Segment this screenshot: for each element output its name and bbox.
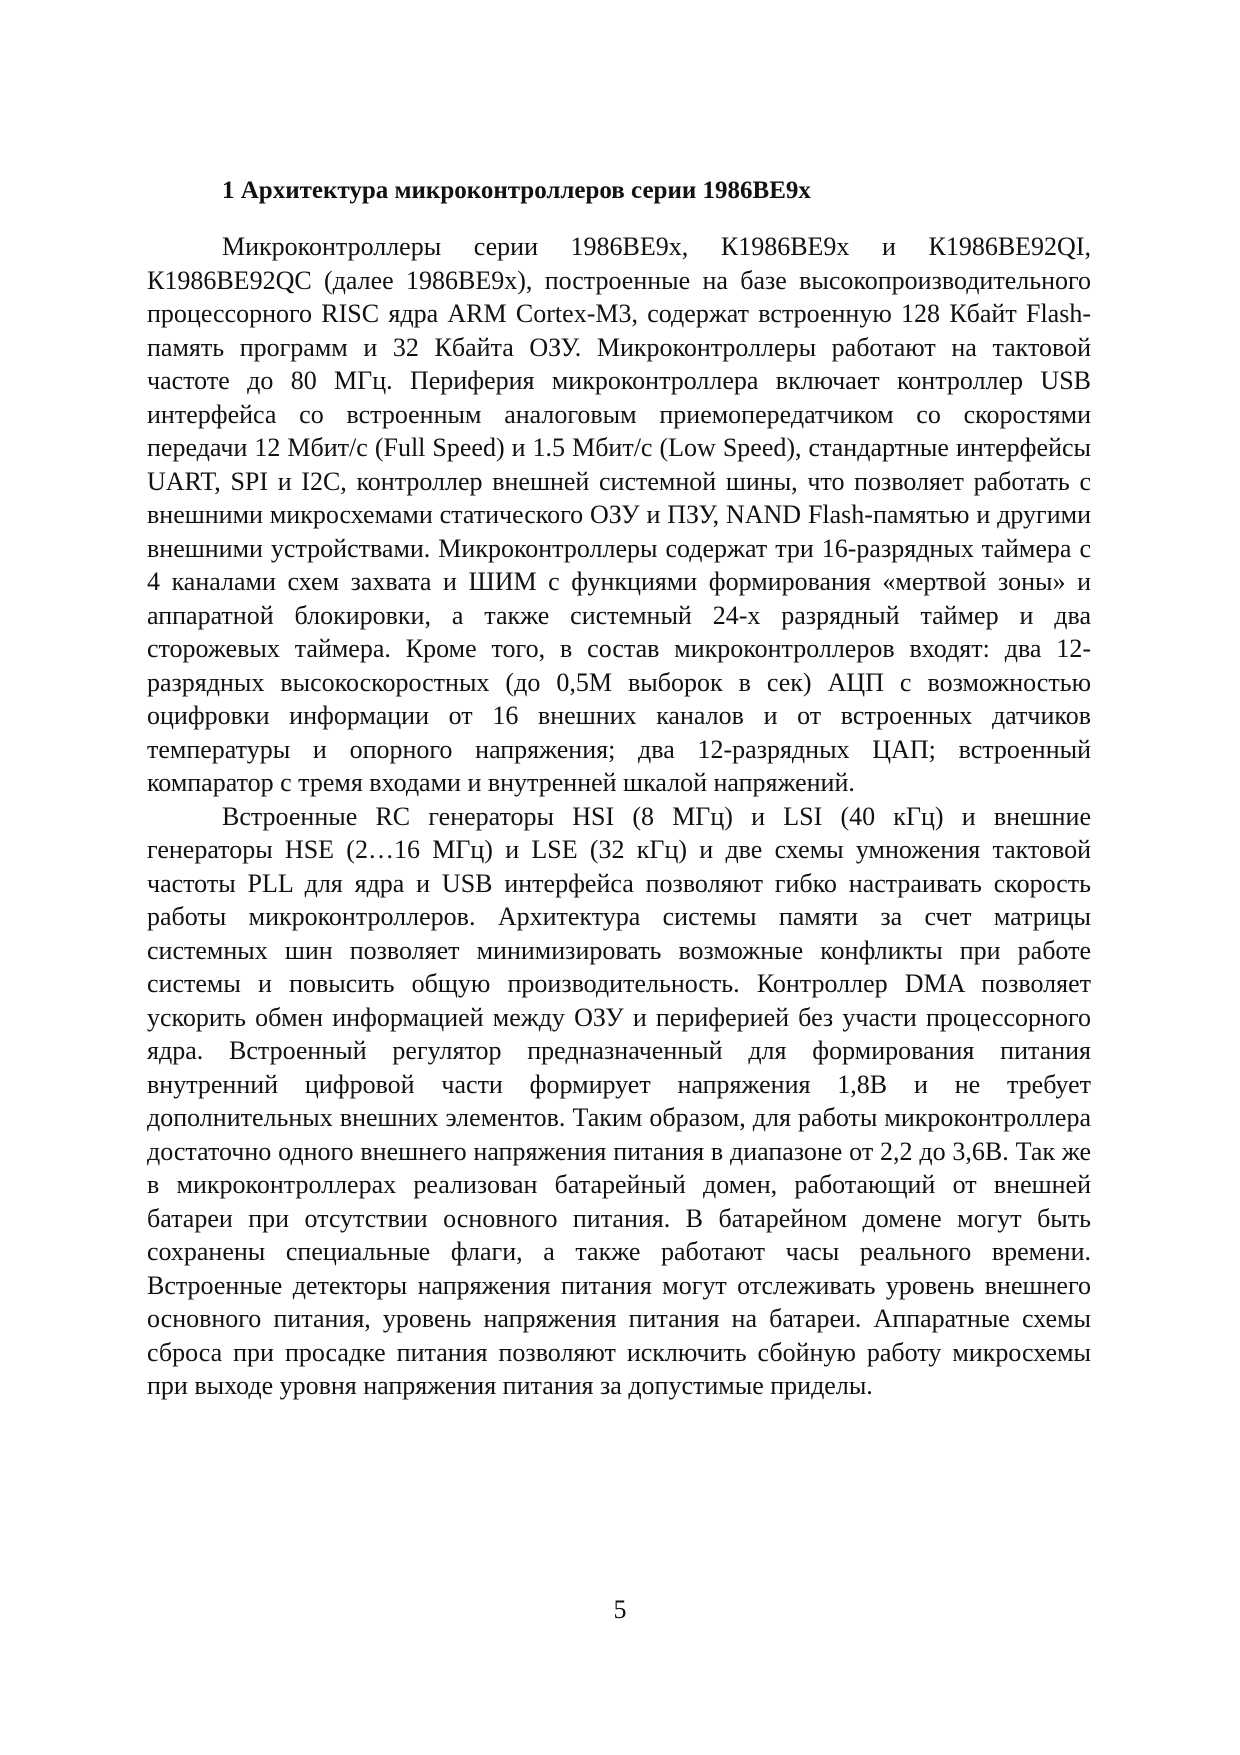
page-number: 5: [613, 1595, 627, 1624]
paragraph-1: Микроконтроллеры серии 1986ВЕ9х, К1986ВЕ9х и К1986ВЕ92QI, К1986ВЕ92QC (далее 1986ВЕ9х), построенные на базе высокопроизводительного процессорного RISC ядра ARM Cortex-M3, содержат встроенную 128 Кбайт Flash-память программ и 32 Кбайта ОЗУ. Микроконтроллеры работают на тактовой частоте до 80 МГц. Периферия микроконтроллера включает контроллер USB интерфейса со встроенным аналоговым приемопередатчиком со скоростями передачи 12 Мбит/с (Full Speed) и 1.5 Мбит/с (Low Speed), стандартные интерфейсы UART, SPI и I2C, контроллер внешней системной шины, что позволяет работать с внешними микросхемами статического ОЗУ и ПЗУ, NAND Flash-памятью и другими внешними устройствами. Микроконтроллеры содержат три 16-разрядных таймера с 4 каналами схем захвата и ШИМ с функциями формирования «мертвой зоны» и аппаратной блокировки, а также системный 24-х разрядный таймер и два сторожевых таймера. Кроме того, в состав микроконтроллеров входят: два 12-разрядных высокоскоростных (до 0,5М выборок в сек) АЦП с возможностью оцифровки информации от 16 внешних каналов и от встроенных датчиков температуры и опорного напряжения; два 12-разрядных ЦАП; встроенный компаратор с тремя входами и внутренней шкалой напряжений.: [147, 232, 1091, 797]
section-heading: 1 Архитектура микроконтроллеров серии 1986ВЕ9х: [222, 177, 811, 204]
body-text: [147, 230, 1091, 1403]
paragraph-2: Встроенные RC генераторы HSI (8 МГц) и LSI (40 кГц) и внешние генераторы HSE (2…16 МГц) и LSE (32 кГц) и две схемы умножения тактовой частоты PLL для ядра и USB интерфейса позволяют гибко настраивать скорость работы микроконтроллеров. Архитектура системы памяти за счет матрицы системных шин позволяет минимизировать возможные конфликты при работе системы и повысить общую производительность. Контроллер DMA позволяет ускорить обмен информацией между ОЗУ и периферией без участи процессорного ядра. Встроенный регулятор предназначенный для формирования питания внутренний цифровой части формирует напряжения 1,8В и не требует дополнительных внешних элементов. Таким образом, для работы микроконтроллера достаточно одного внешнего напряжения питания в диапазоне от 2,2 до 3,6В. Так же в микроконтроллерах реализован батарейный домен, работающий от внешней батареи при отсутствии основного питания. В батарейном домене могут быть сохранены специальные флаги, а также работают часы реального времени. Встроенные детекторы напряжения питания могут отслеживать уровень внешнего основного питания, уровень напряжения питания на батареи. Аппаратные схемы сброса при просадке питания позволяют исключить сбойную работу микросхемы при выходе уровня напряжения питания за допустимые приделы.: [147, 801, 1091, 1400]
